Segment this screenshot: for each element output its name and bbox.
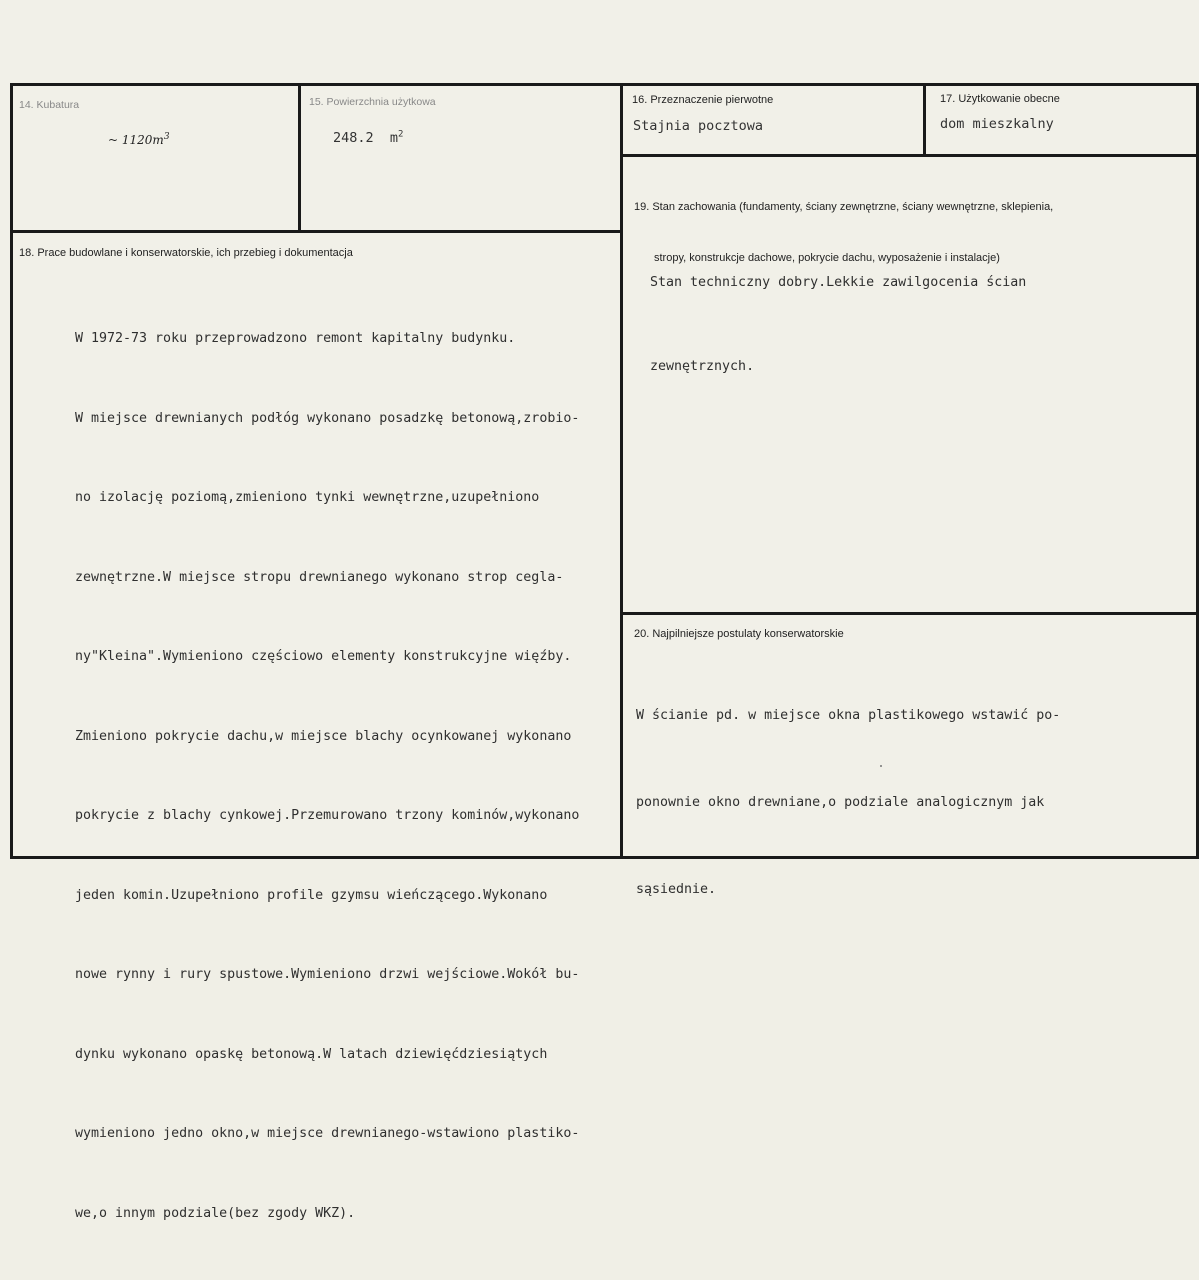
rule-row1-bottom-left <box>10 230 622 233</box>
field-14-exponent: 3 <box>163 132 170 142</box>
field-16-value: Stajnia pocztowa <box>633 118 764 134</box>
field-19-label-line1: 19. Stan zachowania (fundamenty, ściany zewnętrzne, ściany wewnętrzne, sklepienia, <box>634 201 1054 213</box>
field-18-line: no izolację poziomą,zmieniono tynki wewnętrzne,uzupełniono <box>75 490 540 505</box>
field-15-label: 15. Powierzchnia użytkowa <box>309 96 436 108</box>
rule-row1-bottom-right <box>622 154 1199 157</box>
field-18-line: we,o innym podziale(bez zgody WKZ). <box>75 1205 356 1221</box>
field-15-exponent: 2 <box>398 129 404 140</box>
field-14-label: 14. Kubatura <box>19 99 80 111</box>
divider-16-17 <box>923 83 926 157</box>
field-20-label: 20. Najpilniejsze postulaty konserwatorskie <box>634 628 844 640</box>
field-19-label-line2: stropy, konstrukcje dachowe, pokrycie dachu, wyposażenie i instalacje) <box>654 252 1000 264</box>
field-18-label: 18. Prace budowlane i konserwatorskie, ich przebieg i dokumentacja <box>19 247 353 259</box>
speck <box>880 765 882 767</box>
field-18-line: zewnętrzne.W miejsce stropu drewnianego wykonano strop cegla- <box>75 569 564 585</box>
field-18-line: wymieniono jedno okno,w miejsce drewnianego-wstawiono plastiko- <box>75 1126 580 1141</box>
divider-14-15 <box>298 83 301 233</box>
field-17-label: 17. Użytkowanie obecne <box>940 93 1060 105</box>
field-20-line: sąsiednie. <box>636 882 717 897</box>
field-15-unit: m <box>389 130 399 146</box>
field-18-line: jeden komin.Uzupełniono profile gzymsu wieńczącego.Wykonano <box>75 887 548 903</box>
field-14-value <box>108 133 170 147</box>
rule-section20-top <box>622 612 1199 615</box>
field-19-line: Stan techniczny dobry.Lekkie zawilgocenia ścian <box>650 275 1027 290</box>
field-17-value: dom mieszkalny <box>940 116 1054 132</box>
field-18-line: dynku wykonano opaskę betonową.W latach dziewięćdziesiątych <box>75 1046 548 1062</box>
field-18-line: W miejsce drewnianych podłóg wykonano posadzkę betonową,zrobio- <box>75 410 580 426</box>
field-20-text <box>636 643 1060 962</box>
field-16-label: 16. Przeznaczenie pierwotne <box>632 94 774 106</box>
field-18-line: pokrycie z blachy cynkowej.Przemurowano trzony kominów,wykonano <box>75 808 580 823</box>
field-14-number: ~ 1120 <box>108 133 153 147</box>
field-20-line: W ścianie pd. w miejsce okna plastikowego wstawić po- <box>636 708 1061 723</box>
divider-center <box>620 83 623 859</box>
field-15-value <box>333 130 403 146</box>
field-20-line: ponownie okno drewniane,o podziale analogicznym jak <box>636 795 1045 810</box>
field-18-line: nowe rynny i rury spustowe.Wymieniono drzwi wejściowe.Wokół bu- <box>75 967 580 982</box>
field-18-text <box>75 273 579 1280</box>
field-18-line: Zmieniono pokrycie dachu,w miejsce blachy ocynkowanej wykonano <box>75 728 572 744</box>
field-19-text <box>650 213 1026 437</box>
left-border <box>10 83 13 859</box>
field-18-line: ny"Kleina".Wymieniono częściowo elementy konstrukcyjne więźby. <box>75 649 572 664</box>
field-15-number: 248.2 <box>333 130 374 146</box>
top-rule <box>10 83 1199 86</box>
field-19-line: zewnętrznych. <box>650 359 755 374</box>
field-14-unit: m <box>152 133 164 147</box>
field-18-line: W 1972-73 roku przeprowadzono remont kapitalny budynku. <box>75 331 516 346</box>
